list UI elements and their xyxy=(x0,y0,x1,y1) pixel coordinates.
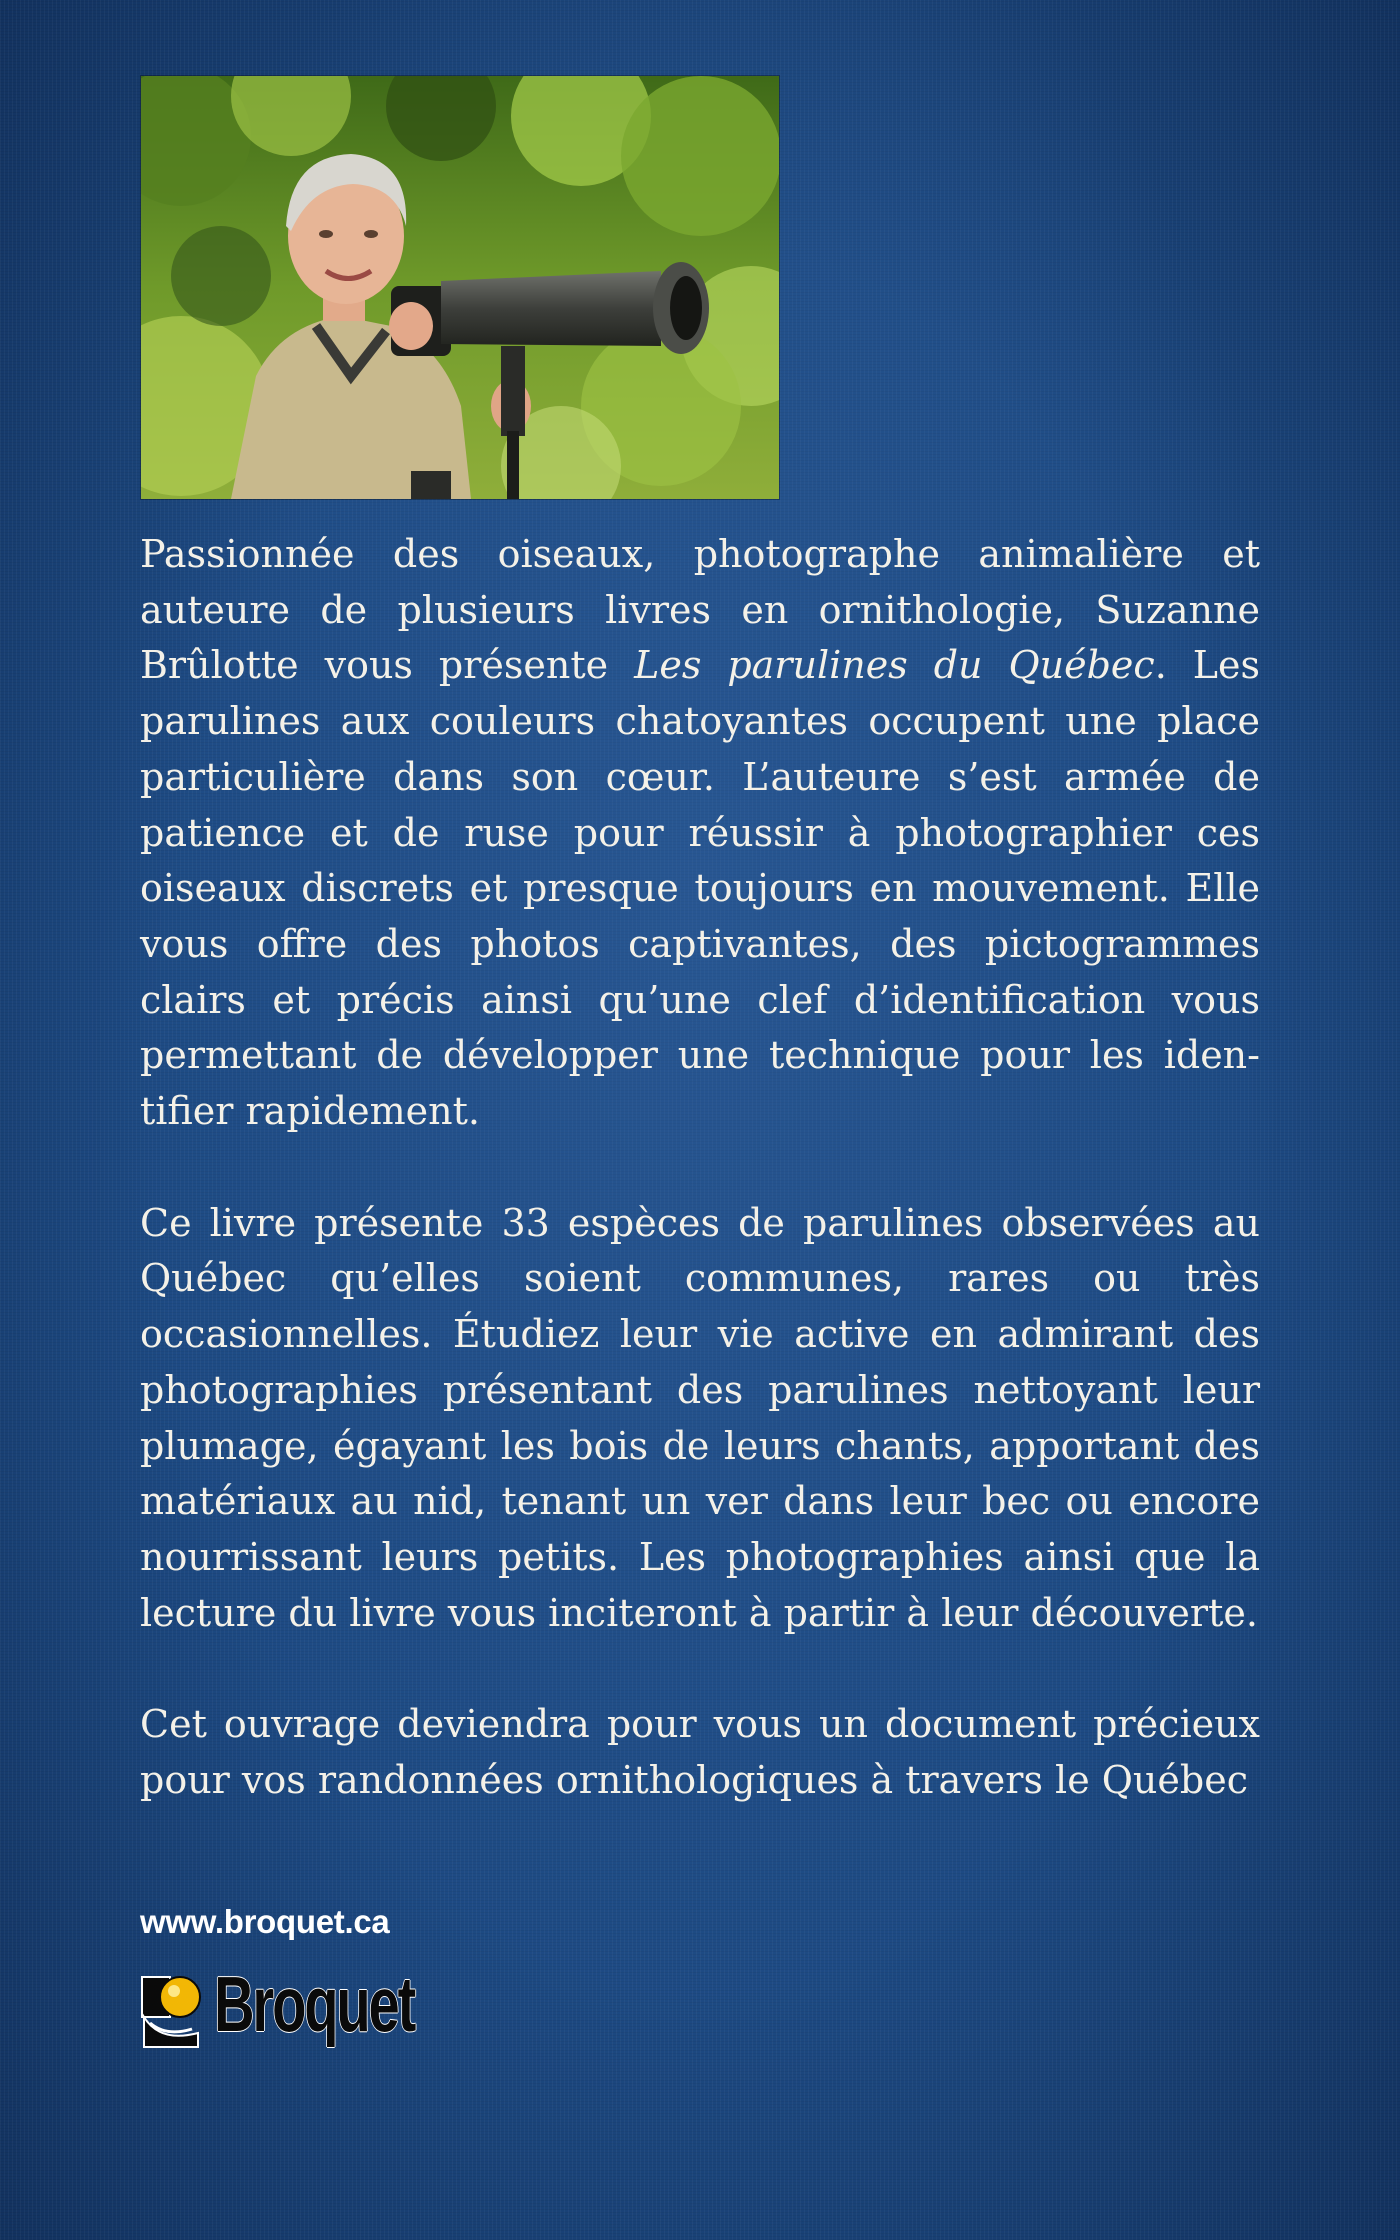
book-title: Les parulines du Québec xyxy=(634,643,1155,688)
description-paragraph-1 xyxy=(140,527,1260,1140)
description-text: . Les parulines aux couleurs chatoyantes occupent une place particulière dans son cœur. L’auteure s’est armée de patience et de ruse pour réussir à photographier ces oiseaux discrets et presque toujours en mouvement. Elle vous offre des photos captivantes, des pictogrammes clairs et précis ainsi qu’une clef d’identification vous permettant de développer une technique pour les identifier rapidement. xyxy=(140,643,1260,1134)
broquet-logo-icon xyxy=(140,1971,210,2051)
book-description xyxy=(140,527,1260,1809)
author-photo-illustration xyxy=(141,76,779,499)
description-paragraph-2: Ce livre présente 33 espèces de parulines observées au Québec qu’elles soient communes, rares ou très occasionnelles. Étudiez leur vie active en admirant des photographies présentant des parulines nettoyant leur plumage, égayant les bois de leurs chants, apportant des matériaux au nid, tenant un ver dans leur bec ou encore nourrissant leurs petits. Les photographies ainsi que la lecture du livre vous inciteront à partir à leur découverte. xyxy=(140,1200,1260,1635)
description-text: Passionnée des oiseaux, photographe animalière et auteure de plusieurs livres en ornithologie, Suzanne Brûlotte vous présente xyxy=(140,532,1260,688)
publisher-website-link[interactable]: www.broquet.ca xyxy=(140,1903,390,1940)
publisher-name: Broquet xyxy=(214,1960,415,2048)
author-photo xyxy=(140,75,780,500)
publisher-logo xyxy=(140,1960,440,2060)
description-paragraph-3: Cet ouvrage deviendra pour vous un document précieux pour vos randonnées ornithologiques à travers le Québec xyxy=(140,1702,1260,1803)
